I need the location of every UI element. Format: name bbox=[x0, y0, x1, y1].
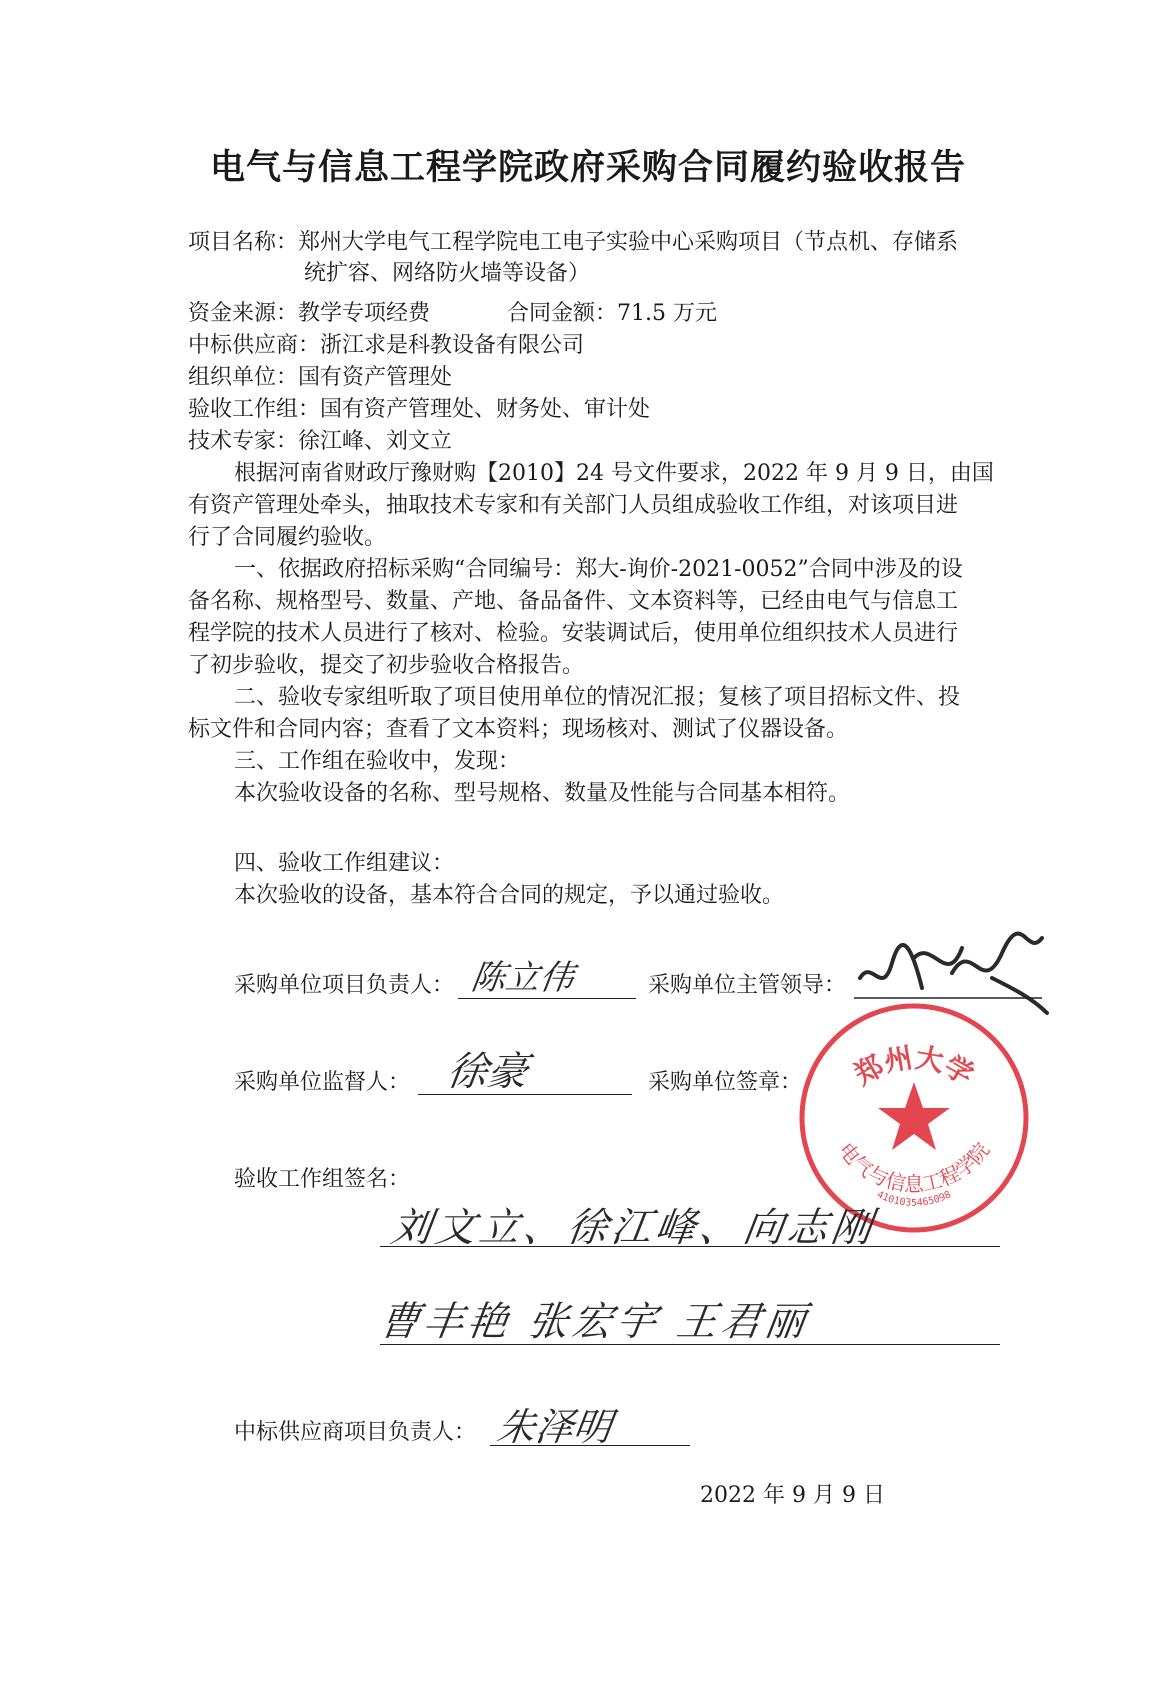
section-2-line-2: 标文件和合同内容；查看了文本资料；现场核对、测试了仪器设备。 bbox=[188, 717, 849, 742]
supervisor-leader-label: 采购单位主管领导： bbox=[648, 973, 847, 998]
section-4-heading: 四、验收工作组建议： bbox=[234, 851, 455, 876]
project-name-value: 郑州大学电气工程学院电工电子实验中心采购项目（节点机、存储系 bbox=[298, 230, 959, 255]
org-label: 组织单位： bbox=[188, 365, 299, 390]
section-1-line-1: 一、依据政府招标采购“合同编号：郑大-询价-2021-0052”合同中涉及的设 bbox=[234, 557, 963, 582]
contract-amount-row bbox=[507, 298, 717, 330]
group-value: 国有资产管理处、财务处、审计处 bbox=[320, 397, 651, 422]
supplier-value: 浙江求是科教设备有限公司 bbox=[320, 333, 585, 358]
section-3-heading: 三、工作组在验收中，发现： bbox=[234, 749, 521, 774]
stamp-code-text: 4101035465098 bbox=[874, 1189, 954, 1209]
supplier-leader-label: 中标供应商项目负责人： bbox=[234, 1420, 477, 1445]
stamp-top-text: 郑州大学 bbox=[848, 1040, 980, 1092]
report-date: 2022 年 9 月 9 日 bbox=[700, 1483, 885, 1508]
project-name-line-1 bbox=[188, 227, 958, 259]
contract-amount-label: 合同金额： bbox=[507, 301, 618, 326]
fund-source-row bbox=[188, 298, 430, 330]
fund-source-value: 教学专项经费 bbox=[298, 301, 431, 326]
experts-row bbox=[188, 426, 452, 458]
monitor-signature: 徐豪 bbox=[444, 1049, 531, 1095]
monitor-label: 采购单位监督人： bbox=[234, 1070, 411, 1095]
experts-value: 徐江峰、刘文立 bbox=[298, 429, 453, 454]
page-title: 电气与信息工程学院政府采购合同履约验收报告 bbox=[209, 147, 966, 188]
section-4-text: 本次验收的设备，基本符合合同的规定，予以通过验收。 bbox=[234, 883, 785, 908]
project-name-label: 项目名称： bbox=[188, 230, 299, 255]
project-leader-label: 采购单位项目负责人： bbox=[234, 973, 455, 998]
project-leader-signature: 陈立伟 bbox=[468, 958, 577, 998]
experts-label: 技术专家： bbox=[188, 429, 299, 454]
contract-amount-value: 71.5 万元 bbox=[617, 301, 717, 326]
group-sign-label: 验收工作组签名： bbox=[234, 1167, 411, 1192]
section-3-text: 本次验收设备的名称、型号规格、数量及性能与合同基本相符。 bbox=[234, 781, 851, 806]
section-1-line-4: 了初步验收，提交了初步验收合格报告。 bbox=[188, 653, 585, 678]
group-signatures-row-2: 曹丰艳 张宏宇 王君丽 bbox=[376, 1299, 813, 1345]
group-label: 验收工作组： bbox=[188, 397, 321, 422]
section-1-line-2: 备名称、规格型号、数量、产地、备品备件、文本资料等，已经由电气与信息工 bbox=[188, 589, 959, 614]
supplier-row bbox=[188, 330, 584, 362]
section-1-line-3: 程学院的技术人员进行了核对、检验。安装调试后，使用单位组织技术人员进行 bbox=[188, 621, 959, 646]
supplier-leader-signature: 朱泽明 bbox=[494, 1405, 615, 1449]
stamp-bottom-text: 电气与信息工程学院 bbox=[833, 1138, 995, 1197]
intro-line-2: 有资产管理处牵头，抽取技术专家和有关部门人员组成验收工作组，对该项目进 bbox=[188, 493, 959, 518]
fund-source-label: 资金来源： bbox=[188, 301, 299, 326]
star-icon bbox=[878, 1082, 950, 1150]
project-name-line-2: 统扩容、网络防火墙等设备） bbox=[304, 261, 591, 286]
org-value: 国有资产管理处 bbox=[298, 365, 453, 390]
org-row bbox=[188, 362, 452, 394]
intro-line-1: 根据河南省财政厅豫财购【2010】24 号文件要求，2022 年 9 月 9 日，由国 bbox=[234, 461, 994, 486]
section-2-line-1: 二、验收专家组听取了项目使用单位的情况汇报；复核了项目招标文件、投 bbox=[234, 685, 961, 710]
group-row bbox=[188, 394, 650, 426]
group-signatures-row-1: 刘文立、徐江峰、向志刚 bbox=[388, 1205, 879, 1251]
intro-line-3: 行了合同履约验收。 bbox=[188, 525, 387, 550]
seal-label: 采购单位签章： bbox=[648, 1070, 803, 1095]
supplier-label: 中标供应商： bbox=[188, 333, 321, 358]
